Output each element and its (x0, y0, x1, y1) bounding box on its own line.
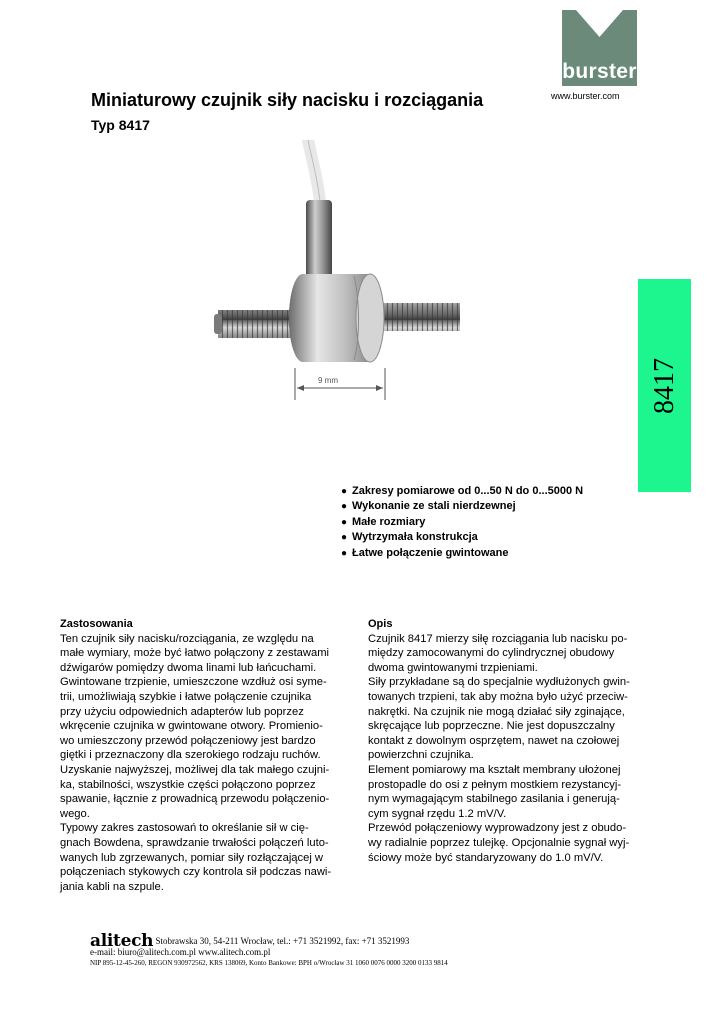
feature-text: Łatwe połączenie gwintowane (352, 546, 509, 559)
feature-text: Zakresy pomiarowe od 0...50 N do 0...5000 N (352, 485, 584, 497)
text-line: wo umieszczony przewód połączeniowy jest bardzo (60, 734, 316, 747)
text-line: ka, stabilności, wszystkie części połączono poprzez (60, 778, 316, 791)
text-line: dźwigarów pomiędzy dwoma linami lub łańcuchami. (60, 661, 317, 674)
text-line: nym wymagającym stabilnego zasilania i generują- (368, 793, 620, 806)
feature-item (341, 515, 583, 530)
text-line: cym sygnał rzędu 1.2 mV/V. (368, 807, 507, 820)
text-line: wy radialnie poprzez tulejkę. Opcjonalnie sygnał wyj- (368, 836, 630, 849)
text-line: połączeniach stykowych czy kontrola sił podczas nawi- (60, 866, 332, 879)
website-url[interactable]: www.burster.com (551, 91, 620, 101)
description-text (368, 632, 658, 866)
bullet-icon: ● (341, 486, 348, 497)
text-line: Ten czujnik siły nacisku/rozciągania, ze względu na (60, 632, 314, 645)
feature-item (341, 499, 583, 514)
feature-item (341, 530, 583, 545)
text-line: towanych trzpieni, tak aby można było użyć przeciw- (368, 690, 628, 703)
feature-item (341, 484, 583, 499)
footer-address-line (90, 931, 448, 951)
text-line: między zamocowanymi do cylindrycznej obudowy (368, 647, 615, 660)
description-heading: Opis (368, 618, 393, 630)
text-line: prostopadle do osi z pełnym mostkiem rezystancyj- (368, 778, 622, 791)
text-line: skręcające lub poprzeczne. Nie jest dopuszczalny (368, 720, 615, 733)
feature-text: Małe rozmiary (352, 515, 426, 528)
text-line: spawanie, łącznie z prowadnicą przewodu połączenio- (60, 793, 330, 806)
text-line: Czujnik 8417 mierzy siłę rozciągania lub nacisku po- (368, 632, 628, 645)
text-line: nakrętki. Na czujnik nie mogą działać siły zginające, (368, 705, 625, 718)
text-line: Typowy zakres zastosowań to określanie sił w cię- (60, 822, 309, 835)
feature-text: Wykonanie ze stali nierdzewnej (352, 500, 516, 513)
footer (90, 931, 448, 969)
bullet-icon: ● (341, 547, 348, 559)
text-line: Uzyskanie najwyższej, możliwej dla tak małego czujni- (60, 763, 330, 776)
footer-address: Stobrawska 30, 54-211 Wrocław, tel.: +71 3521992, fax: +71 3521993 (155, 936, 410, 946)
page-title: Miniaturowy czujnik siły nacisku i rozciągania (91, 90, 484, 110)
bullet-icon: ● (341, 501, 348, 513)
text-line: wkręcenie czujnika w gwintowane otwory. Promienio- (60, 720, 323, 733)
applications-section (60, 617, 355, 894)
side-tab-label: 8417 (648, 357, 680, 414)
text-line: gnach Bowdena, sprawdzanie trwałości połączeń luto- (60, 836, 329, 849)
text-line: Przewód połączeniowy wyprowadzony jest z obudo- (368, 822, 627, 835)
applications-heading: Zastosowania (60, 618, 133, 630)
model-side-tab (638, 279, 691, 492)
dimension-label: 9 mm (318, 376, 338, 385)
text-line: Gwintowane trzpienie, umieszczone wzdłuż osi syme- (60, 676, 327, 689)
text-line: wanych lub zgrzewanych, pomiar siły rozłączającej w (60, 851, 324, 864)
text-line: dwoma gwintowanymi trzpieniami. (368, 661, 538, 674)
description-section (368, 617, 658, 865)
page-subtitle: Typ 8417 (91, 117, 150, 133)
text-line: Siły przykładane są do specjalnie wydłużonych gwin- (368, 676, 630, 689)
footer-contact[interactable]: e-mail: biuro@alitech.com.pl www.alitech.com.pl (90, 947, 271, 957)
feature-text: Wytrzymała konstrukcja (352, 531, 478, 544)
logo-text: burster (562, 60, 637, 83)
sensor-photo (200, 140, 500, 400)
text-line: powierzchni czujnika. (368, 749, 474, 762)
text-line: Element pomiarowy ma kształt membrany ułożonej (368, 763, 621, 776)
alitech-logo: alitech (90, 931, 154, 951)
text-line: jania kabli na szpule. (60, 880, 164, 893)
footer-registration: NIP 895-12-45-260, REGON 930972562, KRS 138069, Konto Bankowe: BPH o/Wrocław 31 1060 0076 0000 3200 0133 9814 (90, 959, 448, 967)
bullet-icon: ● (341, 532, 348, 544)
sensor-illustration (200, 140, 500, 400)
bullet-icon: ● (341, 516, 348, 528)
applications-text (60, 632, 355, 895)
text-line: giętki i przeznaczony dla szerokiego rodzaju ruchów. (60, 749, 321, 762)
text-line: ściowy może być standaryzowany do 1.0 mV/V. (368, 851, 604, 864)
feature-list (341, 484, 583, 561)
text-line: kontakt z dowolnym osprzętem, nawet na czołowej (368, 734, 620, 747)
text-line: trii, umożliwiają szybkie i łatwe połączenie czujnika (60, 690, 312, 703)
text-line: przy użyciu odpowiednich adapterów lub poprzez (60, 705, 304, 718)
text-line: wego. (60, 807, 90, 820)
feature-item (341, 546, 583, 561)
burster-logo (562, 10, 637, 86)
text-line: małe wymiary, może być łatwo połączony z zestawami (60, 647, 330, 660)
